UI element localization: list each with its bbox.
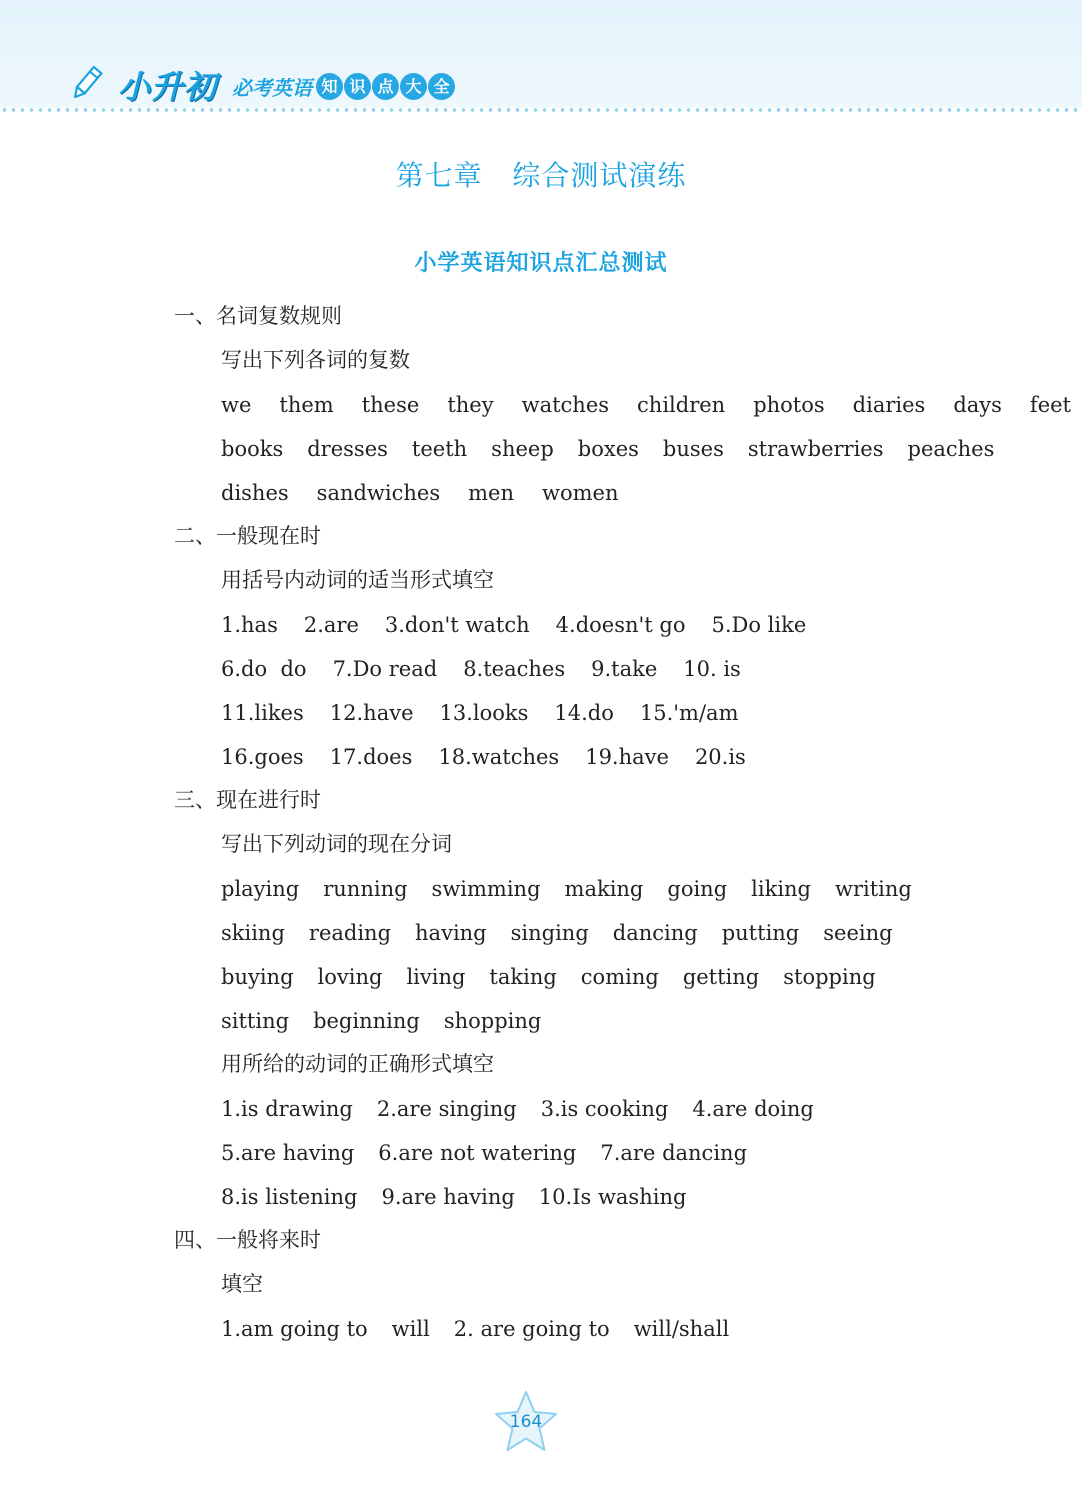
answer-item: swimming bbox=[431, 877, 541, 901]
answer-item: seeing bbox=[823, 921, 893, 945]
section-heading: 二、一般现在时 bbox=[174, 524, 321, 548]
answer-item: 1.is drawing bbox=[221, 1097, 353, 1121]
section-heading: 一、名词复数规则 bbox=[174, 304, 342, 328]
answer-item: 7.are dancing bbox=[600, 1141, 748, 1165]
answer-item: 10. is bbox=[683, 657, 741, 681]
answer-item: 4.are doing bbox=[692, 1097, 814, 1121]
answer-item: dishes bbox=[221, 481, 289, 505]
answer-item: 8.teaches bbox=[463, 657, 566, 681]
page-number: 164 bbox=[509, 1412, 543, 1432]
answer-item: liking bbox=[751, 877, 811, 901]
section-instruction: 用括号内动词的适当形式填空 bbox=[221, 568, 494, 592]
answer-item: them bbox=[279, 393, 334, 417]
answer-row bbox=[221, 655, 741, 683]
answer-item: peaches bbox=[907, 437, 995, 461]
answer-item: women bbox=[542, 481, 619, 505]
brand-logo: 小升初 bbox=[118, 68, 218, 106]
subtitle-bubble: 点 bbox=[372, 73, 399, 100]
answer-row bbox=[221, 1095, 814, 1123]
answer-row bbox=[221, 611, 806, 639]
section-instruction: 写出下列动词的现在分词 bbox=[221, 832, 452, 856]
section-heading: 四、一般将来时 bbox=[174, 1228, 321, 1252]
answer-item: sheep bbox=[491, 437, 554, 461]
answer-item: feet bbox=[1029, 393, 1071, 417]
answer-item: making bbox=[564, 877, 644, 901]
answer-item: photos bbox=[753, 393, 825, 417]
answer-row bbox=[221, 1007, 541, 1035]
answer-item: 9.take bbox=[591, 657, 658, 681]
answer-row bbox=[221, 1183, 686, 1211]
answer-item: 3.is cooking bbox=[540, 1097, 669, 1121]
answer-item: 11.likes bbox=[221, 701, 304, 725]
answer-item: skiing bbox=[221, 921, 285, 945]
answer-item: 19.have bbox=[585, 745, 669, 769]
section-instruction: 写出下列各词的复数 bbox=[221, 348, 410, 372]
answer-row bbox=[221, 699, 738, 727]
answer-item: running bbox=[323, 877, 408, 901]
answer-item: singing bbox=[510, 921, 589, 945]
answer-item: 6.do do bbox=[221, 657, 307, 681]
answer-item: will bbox=[391, 1317, 430, 1341]
answer-item: sandwiches bbox=[316, 481, 441, 505]
answer-item: 15.'m/am bbox=[639, 701, 739, 725]
answer-item: 5.are having bbox=[221, 1141, 355, 1165]
answer-row bbox=[221, 435, 994, 463]
answer-row bbox=[221, 1139, 747, 1167]
answer-item: 9.are having bbox=[381, 1185, 515, 1209]
section-title: 小学英语知识点汇总测试 bbox=[414, 251, 668, 276]
answer-item: buying bbox=[221, 965, 294, 989]
answer-item: strawberries bbox=[747, 437, 884, 461]
answer-item: 10.Is washing bbox=[538, 1185, 687, 1209]
answer-item: men bbox=[468, 481, 514, 505]
answer-row bbox=[221, 391, 1071, 419]
answer-row bbox=[221, 963, 876, 991]
answer-item: loving bbox=[317, 965, 383, 989]
answer-item: 18.watches bbox=[438, 745, 560, 769]
subtitle-bubble: 全 bbox=[428, 73, 455, 100]
answer-item: 12.have bbox=[329, 701, 414, 725]
answer-item: boxes bbox=[577, 437, 639, 461]
answer-item: stopping bbox=[783, 965, 876, 989]
answer-item: playing bbox=[221, 877, 300, 901]
subtitle-text: 必考英语 bbox=[232, 76, 312, 100]
answer-item: 2.are singing bbox=[376, 1097, 517, 1121]
answer-row bbox=[221, 919, 893, 947]
answer-item: 1.am going to bbox=[221, 1317, 368, 1341]
answer-item: books bbox=[221, 437, 284, 461]
answer-row bbox=[221, 1315, 729, 1343]
answer-item: 13.looks bbox=[439, 701, 529, 725]
answer-item: living bbox=[406, 965, 466, 989]
answer-item: diaries bbox=[852, 393, 926, 417]
subtitle-bubble: 知 bbox=[316, 73, 343, 100]
answer-item: having bbox=[415, 921, 487, 945]
chapter-title: 第七章 综合测试演练 bbox=[395, 159, 687, 192]
answer-item: will/shall bbox=[633, 1317, 730, 1341]
header-dotted-divider bbox=[0, 106, 1082, 114]
answer-item: 20.is bbox=[694, 745, 746, 769]
answer-row bbox=[221, 743, 746, 771]
answer-item: 2.are bbox=[303, 613, 359, 637]
answer-item: 3.don't watch bbox=[384, 613, 530, 637]
section-instruction: 用所给的动词的正确形式填空 bbox=[221, 1052, 494, 1076]
answer-item: buses bbox=[662, 437, 724, 461]
answer-row bbox=[221, 875, 912, 903]
answer-item: beginning bbox=[313, 1009, 420, 1033]
answer-item: 5.Do like bbox=[711, 613, 807, 637]
answer-item: dresses bbox=[307, 437, 388, 461]
answer-item: we bbox=[221, 393, 252, 417]
answer-item: 17.does bbox=[329, 745, 413, 769]
answer-item: putting bbox=[721, 921, 800, 945]
answer-item: coming bbox=[580, 965, 659, 989]
answer-item: taking bbox=[489, 965, 557, 989]
answer-item: shopping bbox=[443, 1009, 542, 1033]
answer-item: getting bbox=[682, 965, 760, 989]
series-subtitle bbox=[232, 72, 456, 101]
answer-item: 6.are not watering bbox=[378, 1141, 577, 1165]
pencil-icon bbox=[66, 64, 106, 104]
answer-item: reading bbox=[308, 921, 392, 945]
answer-item: 14.do bbox=[554, 701, 614, 725]
subtitle-bubble: 识 bbox=[344, 73, 371, 100]
answer-item: dancing bbox=[612, 921, 698, 945]
answer-item: days bbox=[953, 393, 1002, 417]
answer-item: 7.Do read bbox=[332, 657, 438, 681]
answer-item: 1.has bbox=[221, 613, 278, 637]
answer-item: these bbox=[361, 393, 420, 417]
answer-item: they bbox=[447, 393, 494, 417]
answer-item: watches bbox=[521, 393, 610, 417]
answer-item: going bbox=[667, 877, 728, 901]
answer-item: teeth bbox=[411, 437, 468, 461]
section-heading: 三、现在进行时 bbox=[174, 788, 321, 812]
answer-item: sitting bbox=[221, 1009, 290, 1033]
answer-row bbox=[221, 479, 618, 507]
answer-item: children bbox=[637, 393, 726, 417]
answer-item: 16.goes bbox=[221, 745, 304, 769]
section-instruction: 填空 bbox=[221, 1272, 263, 1296]
answer-item: 4.doesn't go bbox=[555, 613, 686, 637]
answer-item: writing bbox=[835, 877, 912, 901]
answer-item: 8.is listening bbox=[221, 1185, 358, 1209]
answer-item: 2. are going to bbox=[453, 1317, 610, 1341]
subtitle-bubble: 大 bbox=[400, 73, 427, 100]
